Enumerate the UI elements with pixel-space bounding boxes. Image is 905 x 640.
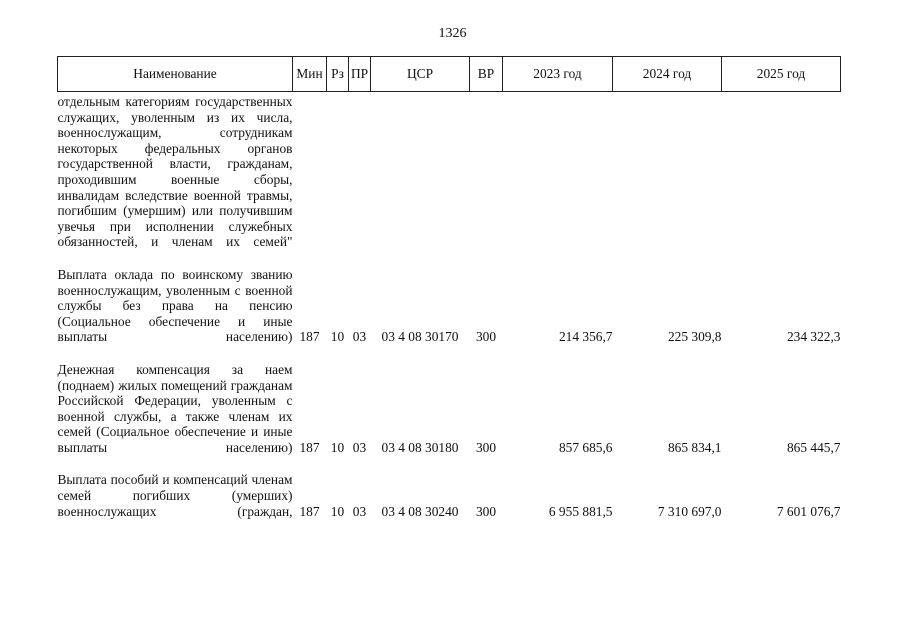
table-header-row	[58, 57, 841, 92]
row-2024: 865 834,1	[667, 439, 722, 455]
row-2023	[503, 92, 613, 250]
row-2025	[722, 92, 841, 250]
header-2023: 2023 год	[503, 57, 613, 92]
row-2024: 7 310 697,0	[657, 503, 722, 519]
row-pr: 03	[352, 439, 367, 455]
row-rz: 10	[330, 439, 345, 455]
row-2025: 865 445,7	[786, 439, 841, 455]
table-row	[58, 267, 841, 345]
row-name: Денежная компенсация за наем (поднаем) жилых помещений гражданам Российской Федерации, уволенным с военной службы, а также членам их семей (Социальное обеспечение и иные выплаты населению)	[57, 361, 293, 455]
row-2024: 225 309,8	[667, 329, 722, 345]
row-spacer	[58, 345, 841, 362]
row-csr: 03 4 08 30170	[381, 329, 459, 345]
row-name: отдельным категориям государственных служащих, уволенным из их числа, военнослужащим, сотрудникам некоторых федеральных органов государственной власти, гражданам, проходившим военные сборы, инвалидам вследствие военной травмы, погибшим (умершим) или получившим увечья при исполнении служебных обязанностей, и членам их семей"	[57, 94, 293, 250]
row-2024	[613, 92, 722, 250]
row-pr: 03	[352, 329, 367, 345]
row-name: Выплата оклада по воинскому званию военнослужащим, уволенным с военной службы без права на пенсию (Социальное обеспечение и иные выплаты населению)	[57, 266, 293, 345]
header-vr: ВР	[470, 57, 503, 92]
row-pr: 03	[352, 503, 367, 519]
row-rz: 10	[330, 329, 345, 345]
budget-table	[57, 56, 841, 519]
row-2025: 234 322,3	[786, 329, 841, 345]
table-row	[58, 472, 841, 519]
row-pr	[349, 92, 371, 250]
row-2023: 214 356,7	[558, 329, 613, 345]
row-rz	[327, 92, 349, 250]
row-2023: 6 955 881,5	[548, 503, 613, 519]
row-vr: 300	[475, 503, 497, 519]
row-csr: 03 4 08 30180	[381, 439, 459, 455]
row-min: 187	[299, 329, 320, 345]
header-csr: ЦСР	[371, 57, 470, 92]
row-csr: 03 4 08 30240	[381, 503, 459, 519]
header-name: Наименование	[58, 57, 293, 92]
header-2025: 2025 год	[722, 57, 841, 92]
row-vr	[470, 92, 503, 250]
header-pr: ПР	[349, 57, 371, 92]
row-name: Выплата пособий и компенсаций членам семей погибших (умерших) военнослужащих (граждан,	[57, 472, 293, 519]
row-spacer	[58, 455, 841, 472]
row-min	[293, 92, 327, 250]
row-vr: 300	[475, 439, 497, 455]
row-vr: 300	[475, 329, 497, 345]
header-rz: Рз	[327, 57, 349, 92]
row-min: 187	[299, 503, 320, 519]
table-row	[58, 362, 841, 456]
table-row	[58, 92, 841, 250]
row-2023: 857 685,6	[558, 439, 613, 455]
row-csr	[371, 92, 470, 250]
row-min: 187	[299, 439, 320, 455]
header-min: Мин	[293, 57, 327, 92]
page-number: 1326	[438, 26, 467, 41]
row-rz: 10	[330, 503, 345, 519]
header-2024: 2024 год	[613, 57, 722, 92]
row-2025: 7 601 076,7	[776, 503, 841, 519]
row-spacer	[58, 250, 841, 267]
